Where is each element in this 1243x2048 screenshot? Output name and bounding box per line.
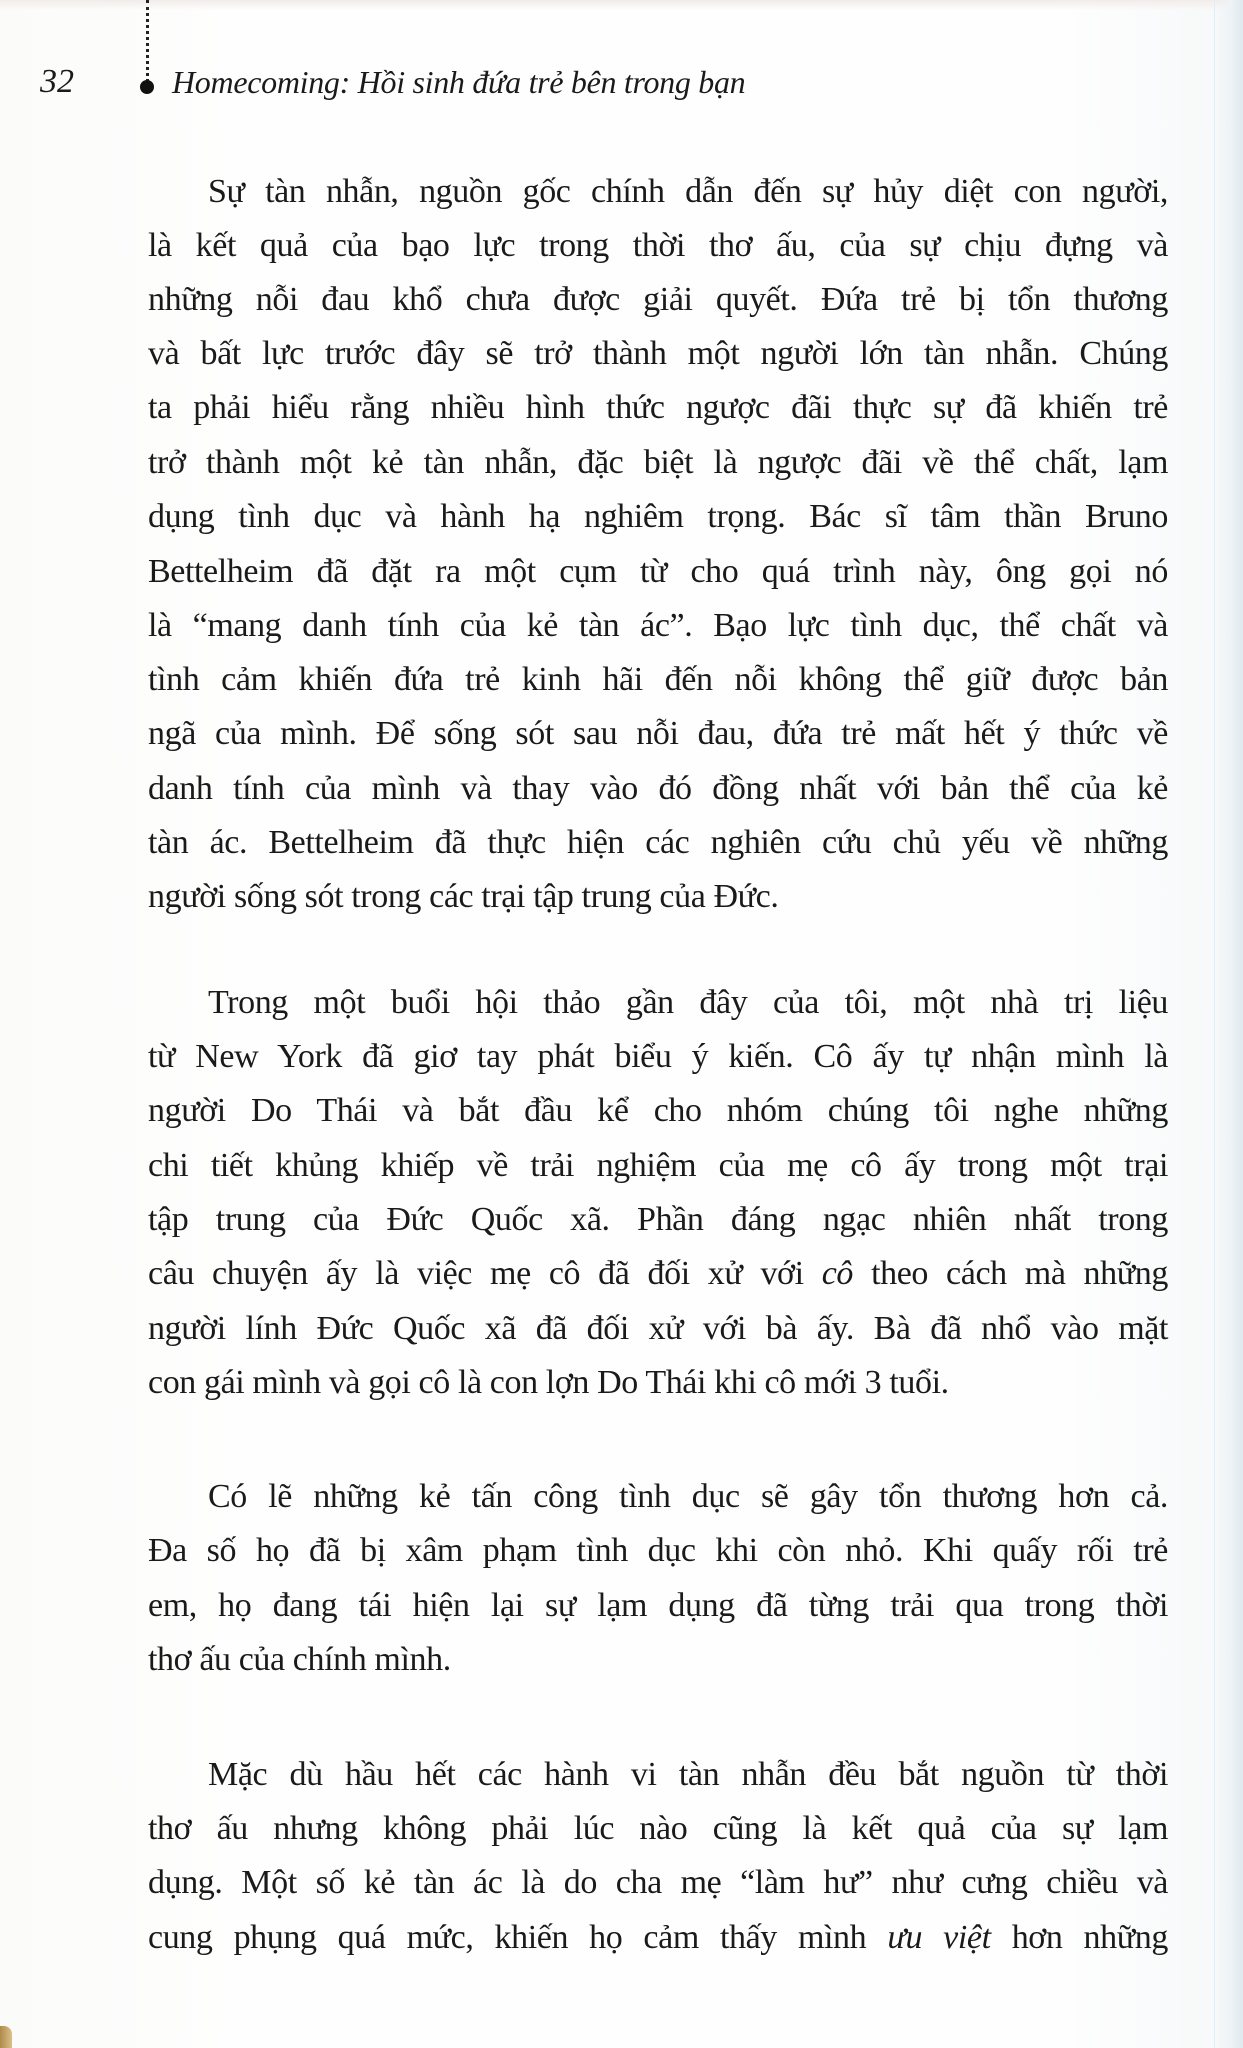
- text-segment: hơn những: [990, 1919, 1168, 1956]
- text-line: là “mang danh tính của kẻ tàn ác”. Bạo lực tình dục, thể chất và: [148, 607, 1168, 644]
- text-line: ta phải hiểu rằng nhiều hình thức ngược đãi thực sự đã khiến trẻ: [148, 389, 1168, 426]
- text-segment: theo cách mà những: [853, 1255, 1168, 1292]
- text-line: Trong một buổi hội thảo gần đây của tôi, một nhà trị liệu: [208, 984, 1168, 1021]
- text-line: tập trung của Đức Quốc xã. Phần đáng ngạc nhiên nhất trong: [148, 1201, 1168, 1238]
- scan-corner-artifact: [0, 2026, 12, 2048]
- text-line: tình cảm khiến đứa trẻ kinh hãi đến nỗi không thể giữ được bản: [148, 661, 1168, 698]
- text-line: người lính Đức Quốc xã đã đối xử với bà ấy. Bà đã nhổ vào mặt: [148, 1310, 1168, 1347]
- text-line: thơ ấu của chính mình.: [148, 1641, 451, 1678]
- text-segment: câu chuyện ấy là việc mẹ cô đã đối xử với: [148, 1255, 822, 1292]
- running-title: Homecoming: Hồi sinh đứa trẻ bên trong bạn: [172, 64, 746, 100]
- text-line: trở thành một kẻ tàn nhẫn, đặc biệt là ngược đãi về thể chất, lạm: [148, 444, 1168, 481]
- text-line: Bettelheim đã đặt ra một cụm từ cho quá trình này, ông gọi nó: [148, 553, 1168, 590]
- text-line: chi tiết khủng khiếp về trải nghiệm của mẹ cô ấy trong một trại: [148, 1147, 1168, 1184]
- text-line: dụng. Một số kẻ tàn ác là do cha mẹ “làm hư” như cưng chiều và: [148, 1864, 1168, 1901]
- text-line: tàn ác. Bettelheim đã thực hiện các nghiên cứu chủ yếu về những: [148, 824, 1168, 861]
- text-line: Đa số họ đã bị xâm phạm tình dục khi còn nhỏ. Khi quấy rối trẻ: [148, 1532, 1168, 1569]
- text-line: Mặc dù hầu hết các hành vi tàn nhẫn đều bắt nguồn từ thời: [208, 1756, 1168, 1793]
- text-line: [148, 1918, 1168, 1958]
- text-line: người sống sót trong các trại tập trung của Đức.: [148, 878, 779, 915]
- dotted-rule-decoration: [146, 0, 149, 82]
- text-line: thơ ấu nhưng không phải lúc nào cũng là kết quả của sự lạm: [148, 1810, 1168, 1847]
- italic-emphasis: ưu việt: [887, 1919, 991, 1956]
- text-line: người Do Thái và bắt đầu kể cho nhóm chúng tôi nghe những: [148, 1092, 1168, 1129]
- running-header: [0, 0, 1243, 110]
- text-line: Sự tàn nhẫn, nguồn gốc chính dẫn đến sự hủy diệt con người,: [208, 173, 1168, 210]
- text-line: em, họ đang tái hiện lại sự lạm dụng đã từng trải qua trong thời: [148, 1587, 1168, 1624]
- italic-emphasis: cô: [821, 1255, 854, 1292]
- text-line: danh tính của mình và thay vào đó đồng nhất với bản thể của kẻ: [148, 770, 1168, 807]
- page-number: 32: [40, 63, 74, 100]
- text-line: từ New York đã giơ tay phát biểu ý kiến. Cô ấy tự nhận mình là: [148, 1038, 1168, 1075]
- text-line: những nỗi đau khổ chưa được giải quyết. Đứa trẻ bị tổn thương: [148, 281, 1168, 318]
- text-line: Có lẽ những kẻ tấn công tình dục sẽ gây tổn thương hơn cả.: [208, 1478, 1168, 1515]
- text-line: dụng tình dục và hành hạ nghiêm trọng. Bác sĩ tâm thần Bruno: [148, 498, 1168, 535]
- text-line: và bất lực trước đây sẽ trở thành một người lớn tàn nhẫn. Chúng: [148, 335, 1168, 372]
- bullet-dot-icon: [140, 80, 154, 94]
- text-line: con gái mình và gọi cô là con lợn Do Thái khi cô mới 3 tuổi.: [148, 1364, 949, 1401]
- text-line: [148, 1254, 1168, 1294]
- text-segment: cung phụng quá mức, khiến họ cảm thấy mình: [148, 1919, 888, 1956]
- text-line: là kết quả của bạo lực trong thời thơ ấu, của sự chịu đựng và: [148, 227, 1168, 264]
- text-line: ngã của mình. Để sống sót sau nỗi đau, đứa trẻ mất hết ý thức về: [148, 715, 1168, 752]
- page-right-edge: [1214, 0, 1243, 2048]
